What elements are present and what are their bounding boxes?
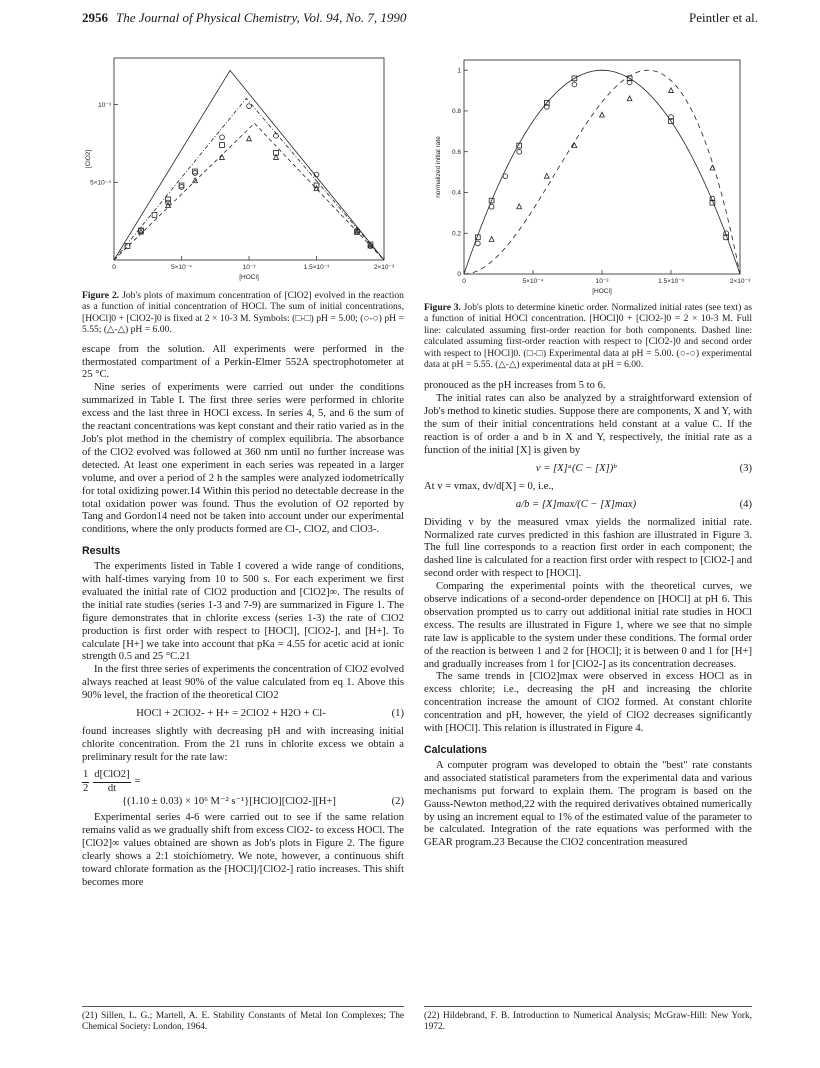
figure-3-caption bbox=[424, 302, 752, 370]
fig3-x-tick-label: 0 bbox=[462, 278, 466, 285]
figure-2-caption-text: Job's plots of maximum concentration of [ClO2] evolved in the reaction as a function of initial concentration of HOCl. The sum of initial concentrations, [HOCl]0 + [ClO2-]0 is fixed at 2 × 10-3 M. Symbols: (□-□) pH = 5.00; (○-○) pH = 5.55; (△-△) pH = 6.00. bbox=[82, 290, 404, 336]
paragraph-results-4: Experimental series 4-6 were carried out to see if the same relation remains valid as we gradually shift from excess ClO2- to excess HOCl. The [ClO2]∞ values obtained are shown as Job's plots in Figure 2. The figure clearly shows a 2:1 stoichiometry. We note, however, a continuous shift toward chlorate formation as the [HOCl]/[ClO2-] ratio increases. This shift becomes more bbox=[82, 812, 404, 888]
equation-3-body: v = [X]ᵃ(C − [X])ᵇ bbox=[535, 462, 617, 474]
fig3-frame bbox=[464, 60, 740, 274]
running-header-author: Peintler et al. bbox=[689, 10, 758, 25]
fig3-y-tick-label: 1 bbox=[457, 67, 461, 75]
equation-1 bbox=[82, 708, 404, 721]
equation-condition: At v = vmax, dv/d[X] = 0, i.e., bbox=[424, 480, 554, 492]
paragraph-results-2: In the first three series of experiments the concentration of ClO2 evolved always reached at least 90% of the value calculated from eq 1. Above this 90% level, the fraction of the theoretical ClO2 bbox=[82, 664, 404, 702]
fig3-point-circle bbox=[572, 82, 577, 87]
running-header-left bbox=[82, 10, 406, 26]
fig2-frame bbox=[114, 58, 384, 260]
fig2-point-circle bbox=[247, 104, 252, 109]
fig3-point-triangle bbox=[627, 96, 632, 101]
fig2-x-tick-label: 2×10⁻³ bbox=[373, 264, 395, 271]
left-column bbox=[82, 50, 404, 890]
equation-3-number: (3) bbox=[739, 462, 752, 474]
calculations-heading: Calculations bbox=[424, 744, 487, 756]
fig3-x-tick-label: 1.5×10⁻³ bbox=[658, 278, 684, 285]
figure-3-plot bbox=[424, 50, 752, 300]
figure-2 bbox=[82, 50, 404, 336]
equation-1-number: (1) bbox=[391, 708, 404, 720]
paragraph-dividing: Dividing v by the measured vmax yields the normalized initial rate. Normalized rate curves predicted in this fashion are illustrated in Figure 3. The full line corresponds to a reaction first order in each component; the dashed line is calculated for a reaction first order with respect to [ClO2-] and second order with respect to [HOCl]. bbox=[424, 516, 752, 580]
fig2-point-square bbox=[152, 213, 157, 218]
figure-2-plot bbox=[82, 50, 404, 288]
fig2-point-triangle bbox=[247, 136, 252, 141]
fig3-point-triangle bbox=[489, 237, 494, 242]
fig2-x-tick-label: 0 bbox=[112, 264, 116, 271]
journal-title: The Journal of Physical Chemistry, Vol. 94, No. 7, 1990 bbox=[116, 10, 407, 25]
equation-1-body: HOCl + 2ClO2- + H+ = 2ClO2 + H2O + Cl- bbox=[136, 708, 326, 720]
fig2-x-axis-label: [HOCl] bbox=[239, 274, 259, 281]
equation-4-number: (4) bbox=[739, 498, 752, 510]
fig3-x-tick-label: 2×10⁻³ bbox=[729, 278, 751, 285]
paragraph-calculations: A computer program was developed to obtain the "best" rate constants and associated statistical parameters from the experimental data and various mechanisms put forward to explain them. The program is based on the Gauss-Newton method,22 with the required derivatives obtained numerically by using an increment equal to 1% of the estimated value of the parameter to be calculated. Integration of the rate equations was performed with the GEAR program.23 Because the ClO2 concentration measured bbox=[424, 759, 752, 849]
fig3-point-triangle bbox=[600, 112, 605, 117]
paragraph-results-1: The experiments listed in Table I covered a wide range of conditions, with half-times varying from 10 to 500 s. For each experiment we first evaluated the initial rate of ClO2 production and [ClO2]∞. The results of the initial rate studies (series 1-3 and 7-9) are summarized in Figure 1. The figure demonstrates that in chlorite excess (series 1-3) the rate of ClO2 production is first order with respect to [HOCl], [ClO2-], and [H+]. To calculate [H+] we take into account that pKa = 4.55 for acetic acid at ionic strength 0.5 and 25 °C.21 bbox=[82, 561, 404, 663]
fig2-x-tick-label: 10⁻³ bbox=[242, 264, 256, 271]
fig2-y-tick-label: 10⁻³ bbox=[98, 101, 111, 109]
fig3-point-circle bbox=[517, 149, 522, 154]
equation-2-equals: = bbox=[134, 775, 141, 787]
fig2-point-triangle bbox=[220, 155, 225, 160]
fig2-point-circle bbox=[220, 135, 225, 140]
fig2-x-tick-label: 1.5×10⁻³ bbox=[303, 264, 330, 271]
figure-2-label: Figure 2. bbox=[82, 290, 120, 301]
equation-2-half: $\frac{1}{2}$ bbox=[83, 768, 89, 794]
fig3-point-circle bbox=[489, 204, 494, 209]
results-heading: Results bbox=[82, 545, 121, 558]
fig3-point-circle bbox=[475, 241, 480, 246]
paragraph-escape: escape from the solution. All experiments were performed in the thermostated compartment of a Perkin-Elmer 552A spectrophotometer at 25 °C. bbox=[82, 343, 404, 381]
paragraph-nine-series: Nine series of experiments were carried out under the conditions summarized in Table I. The first three series were performed in chlorite excess and the last three in HOCl excess. In series 4, 5, and 6 the sum of the reactant concentrations was kept constant and their ratio varied as in the Job's plot method in the chemistry of complex equilibria. The absorbance of the ClO2 evolved was followed at 360 nm until no further increase was detected. At least one experiment in each series was repeated in a larger volume, and over a period of 2 h the samples were analyzed iodometrically for total oxidizing power.14 Within this period no detectable decrease in the total oxidation power was found. Thus the evolution of O2 reported by Tang and Gordon14 need not be taken into account under our experimental conditions, where the only products formed are Cl-, ClO2, and ClO3-. bbox=[82, 382, 404, 536]
equation-4 bbox=[424, 499, 752, 512]
fig2-theory-line-dashed bbox=[114, 123, 384, 260]
fig2-point-circle bbox=[193, 171, 198, 176]
fig3-y-axis-label: normalized initial rate bbox=[435, 136, 442, 198]
fig2-point-triangle bbox=[193, 178, 198, 183]
paragraph-comparing: Comparing the experimental points with the theoretical curves, we observe indications of a second-order dependence on [HOCl] at pH 6. This observation prompted us to carry out additional initial rate studies in HOCl excess. The results are illustrated in Figure 1, where we see that no simple rate law is applicable to the system under these conditions. The formal order of the reaction is between 1 and 2 for [HOCl]; it is between 0 and 1 for [H+] and gradually increases from 1 for [ClO2-] as its concentration decreases. bbox=[424, 581, 752, 670]
fig2-point-circle bbox=[274, 133, 279, 138]
fig3-y-tick-label: 0.8 bbox=[451, 108, 461, 116]
fig3-full-line bbox=[464, 70, 740, 274]
equation-4-body: a/b = [X]max/(C − [X]max) bbox=[515, 498, 637, 510]
footnote-22: (22) Hildebrand, F. B. Introduction to Numerical Analysis; McGraw-Hill: New York, 1972. bbox=[424, 1006, 752, 1033]
fig3-point-circle bbox=[503, 174, 508, 179]
figure-2-caption bbox=[82, 290, 404, 336]
fig2-theory-line-dot-dash bbox=[114, 98, 384, 260]
fig2-point-square bbox=[220, 143, 225, 148]
paragraph-initial-rates: The initial rates can also be analyzed by a straightforward extension of Job's method to kinetic studies. Suppose there are components, X and Y, with the sum of their initial concentrations held constant at a value C. If the reaction is of order a and b in X and Y, respectively, the initial rate as a function of the initial [X] is given by bbox=[424, 393, 752, 456]
fig3-y-tick-label: 0.2 bbox=[451, 230, 461, 238]
fig2-y-axis-label: [ClO2] bbox=[85, 149, 92, 169]
equation-3 bbox=[424, 463, 752, 476]
fig2-x-tick-label: 5×10⁻⁴ bbox=[171, 264, 192, 271]
fig2-theory-line-solid bbox=[114, 70, 384, 260]
paragraph-results-3: found increases slightly with decreasing pH and with increasing initial chlorite concentration. From the 21 runs in chlorite excess we obtain a preliminary result for the rate law: bbox=[82, 726, 404, 763]
page-number: 2956 bbox=[82, 10, 108, 25]
fig3-x-tick-label: 5×10⁻⁴ bbox=[522, 278, 544, 285]
equation-2 bbox=[82, 769, 404, 809]
fig3-point-triangle bbox=[669, 88, 674, 93]
footnote-21: (21) Sillen, L. G.; Martell, A. E. Stability Constants of Metal Ion Complexes; The Chemical Society: London, 1964. bbox=[82, 1006, 404, 1033]
figure-3 bbox=[424, 50, 752, 370]
fig3-x-axis-label: [HOCl] bbox=[592, 288, 612, 295]
fig2-point-circle bbox=[179, 185, 184, 190]
fig3-y-tick-label: 0.6 bbox=[451, 148, 461, 156]
fig3-point-triangle bbox=[544, 173, 549, 178]
equation-2-derivative: $\frac{\text{d[ClO2]}}{dt}$ bbox=[94, 768, 130, 794]
equation-2-number: (2) bbox=[391, 795, 404, 807]
paragraph-pronounced: pronouced as the pH increases from 5 to 6. bbox=[424, 380, 606, 392]
fig3-y-tick-label: 0.4 bbox=[451, 189, 461, 197]
fig3-x-tick-label: 10⁻³ bbox=[595, 278, 609, 285]
fig2-y-tick-label: 5×10⁻⁴ bbox=[90, 179, 111, 187]
figure-3-caption-text: Job's plots to determine kinetic order. Normalized initial rates (see text) as a function of initial HOCl concentration. [HOCl]0 + [ClO2-]0 = 2 × 10-3 M. Full line: calculated assuming first-order reaction for both components. Dashed line: calculated assuming first-order reaction with respect to [ClO2-]0 and second order with respect to [HOCl]0. (□-□) Experimental data at pH = 5.00. (○-○) experimental data at pH = 5.55. (△-△) experimental data at pH = 6.00. bbox=[424, 302, 752, 371]
right-column bbox=[424, 50, 752, 850]
fig3-dashed-line bbox=[464, 70, 740, 274]
fig3-y-tick-label: 0 bbox=[457, 271, 461, 279]
equation-2-rhs: {(1.10 ± 0.03) × 10⁶ M⁻² s⁻¹}[HClO][ClO2-][H+] bbox=[122, 795, 336, 807]
figure-3-label: Figure 3. bbox=[424, 302, 461, 313]
paragraph-same-trends: The same trends in [ClO2]max were observed in excess HOCl as in excess chlorite; i.e., decreasing the pH and increasing the chlorite concentration increase the amount of ClO2 formed. At constant chlorite concentration and pH, however, the yield of ClO2 decreases significantly with [HOCl]. This relation is illustrated in Figure 4. bbox=[424, 671, 752, 735]
fig3-point-triangle bbox=[517, 204, 522, 209]
